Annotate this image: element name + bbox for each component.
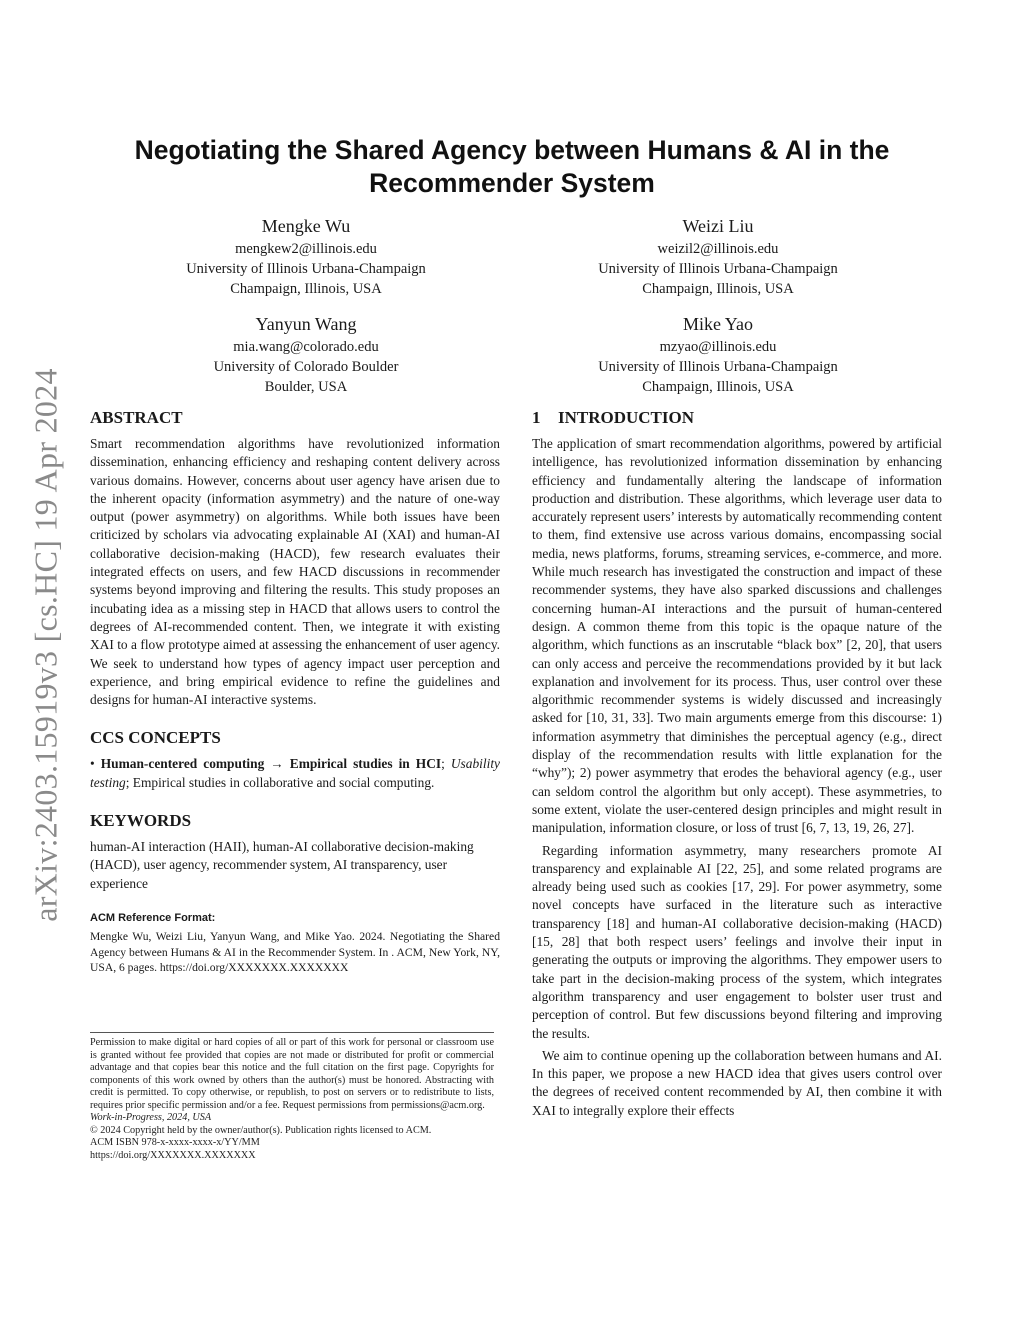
introduction-heading <box>532 407 942 429</box>
intro-paragraph-1: The application of smart recommendation algorithms, powered by artificial intelligence, has revolutionized information dissemination by enhancing efficiency and fundamentally altering the landscape of information production and distribution. These algorithms, which leverage user data to accurately represent users’ interests by automatically recommending content to them, find extensive use across various domains, encompassing social media, news platforms, forums, streaming services, e-commerce, and more. While much research has investigated the construction and impact of these recommender systems, they have also sparked discussions and challenges concerning human-AI interactions and the pursuit of human-centered design. A common theme from this topic is the opaque nature of the algorithm, which functions as an inscrutable “black box” [2, 20], that users can only access and perceive the recommendations provided by it but lack explanation and involvement for its process. Thus, user control over these algorithmic recommender systems is widely discussed and increasingly asked for [10, 31, 33]. Two main arguments emerge from this discourse: 1) information asymmetry that diminishes the perceptual agency (e.g., direct display of the recommendation results with little explanation for the “why”); 2) power asymmetry that erodes the behavioral agency (e.g., user can seldom control the algorithm but only accept). These asymmetries, to some extent, violate the user-centered design principles and might result in manipulation, information closure, or loss of trust [6, 7, 13, 19, 26, 27]. <box>532 436 942 836</box>
isbn-line: ACM ISBN 978-x-xxxx-xxxx-x/YY/MM <box>90 1137 260 1148</box>
ccs-primary-concept: Human-centered computing → Empirical studies in HCI <box>100 756 442 772</box>
reference-format-text: Mengke Wu, Weizi Liu, Yanyun Wang, and Mike Yao. 2024. Negotiating the Shared Agency between Humans & AI in the Recommender System. In . ACM, New York, NY, USA, 6 pages. https://doi.org/XXXXXXX.XXXXXXX <box>90 930 500 975</box>
author-email: mia.wang@colorado.edu <box>233 339 379 355</box>
abstract-text: Smart recommendation algorithms have revolutionized information dissemination, enhancing efficiency and reshaping content delivery across various domains. However, concerns about user agency have arisen due to the inherent opacity (information asymmetry) and the nature of one-way output (power asymmetry) on algorithms. While both issues have been criticized by scholars via advocating explainable AI (XAI) and human-AI collaborative decision-making (HACD), few research evaluates their integrated effects on users, and few HACD discussions in recommender systems beyond improving and filtering the results. This study proposes an incubating idea as a missing step in HACD that allows users to control the degrees of AI-recommended content. Then, we integrate it with existing XAI to a flow prototype aimed at assessing the enhancement of user agency. We seek to understand how types of agency impact user perception and experience, and bring empirical evidence to refine the guidelines and designs for human-AI interactive systems. <box>90 436 500 708</box>
keywords-text: human-AI interaction (HAII), human-AI collaborative decision-making (HACD), user agency, recommender system, AI transparency, user experience <box>90 839 474 891</box>
author-affiliation: University of Colorado Boulder <box>213 359 399 375</box>
ccs-heading: CCS CONCEPTS <box>90 728 221 748</box>
intro-paragraph-3: We aim to continue opening up the collaboration between humans and AI. In this paper, we propose a new HACD idea that gives users control over the degrees of received content recommended by AI, then combine it with XAI to integrally explore their effects <box>532 1047 942 1118</box>
ccs-separator: ; <box>441 756 445 772</box>
arxiv-identifier: arXiv:2403.15919v3 [cs.HC] 19 Apr 2024 <box>27 368 64 922</box>
author-block-2 <box>508 215 928 299</box>
ccs-bullet: • <box>90 756 95 772</box>
ccs-concepts <box>90 755 500 792</box>
author-affiliation: University of Illinois Urbana-Champaign <box>598 261 838 277</box>
author-email: mengkew2@illinois.edu <box>235 241 377 257</box>
author-block-4 <box>508 313 928 397</box>
author-name: Weizi Liu <box>682 216 754 236</box>
ccs-secondary-concept: Usability testing <box>90 756 500 790</box>
ccs-rest: ; Empirical studies in collaborative and social computing. <box>125 774 435 790</box>
author-location: Boulder, USA <box>264 379 348 395</box>
abstract-heading: ABSTRACT <box>90 408 183 427</box>
author-block-3 <box>96 313 516 397</box>
right-column <box>532 407 942 1120</box>
author-email: weizil2@illinois.edu <box>657 241 779 257</box>
section-title: INTRODUCTION <box>558 408 695 427</box>
paper-title: Negotiating the Shared Agency between Humans & AI in the Recommender System <box>134 135 890 198</box>
author-name: Mike Yao <box>682 314 753 334</box>
doi-line: https://doi.org/XXXXXXX.XXXXXXX <box>90 1149 256 1161</box>
copyright-line: © 2024 Copyright held by the owner/author(s). Publication rights licensed to ACM. <box>90 1124 432 1136</box>
author-affiliation: University of Illinois Urbana-Champaign <box>598 359 838 375</box>
intro-paragraph-2: Regarding information asymmetry, many researchers promote AI transparency and explainable AI [22, 25], and some related programs are already being used such as cookies [17, 29]. For power asymmetry, some novel concepts have surfaced in the literature such as interactive transparency [18] and human-AI collaborative decision-making (HACD) [15, 28] that both respect users’ feelings and involve their input in generating the outputs or improving the algorithms. They empower users to take part in the decision-making process of the system, which integrates algorithm transparency and user engagement to bolster user trust and perception of control. But few discussions beyond filtering and improving the results. <box>532 842 942 1041</box>
author-location: Champaign, Illinois, USA <box>230 281 382 297</box>
left-column <box>90 407 500 976</box>
author-name: Yanyun Wang <box>255 314 357 334</box>
author-name: Mengke Wu <box>261 216 351 236</box>
arxiv-sidebar <box>26 345 66 945</box>
keywords-heading: KEYWORDS <box>90 811 192 831</box>
venue-line: Work-in-Progress, 2024, USA <box>90 1112 212 1123</box>
permission-text: Permission to make digital or hard copies of all or part of this work for personal or classroom use is granted without fee provided that copies are not made or distributed for profit or commercial advantage and that copies bear this notice and the full citation on the first page. Copyrights for components of this work owned by others than the author(s) must be honored. Abstracting with credit is permitted. To copy otherwise, or republish, to post on servers or to redistribute to lists, requires prior specific permission and/or a fee. Request permissions from permissions@acm.org. <box>90 1037 494 1111</box>
author-affiliation: University of Illinois Urbana-Champaign <box>186 261 426 277</box>
section-number: 1 <box>532 408 541 427</box>
author-email: mzyao@illinois.edu <box>659 339 777 355</box>
reference-format-heading: ACM Reference Format: <box>90 911 216 924</box>
author-location: Champaign, Illinois, USA <box>642 379 794 395</box>
author-location: Champaign, Illinois, USA <box>642 281 794 297</box>
permission-footnote <box>90 1032 494 1162</box>
author-block-1 <box>96 215 516 299</box>
